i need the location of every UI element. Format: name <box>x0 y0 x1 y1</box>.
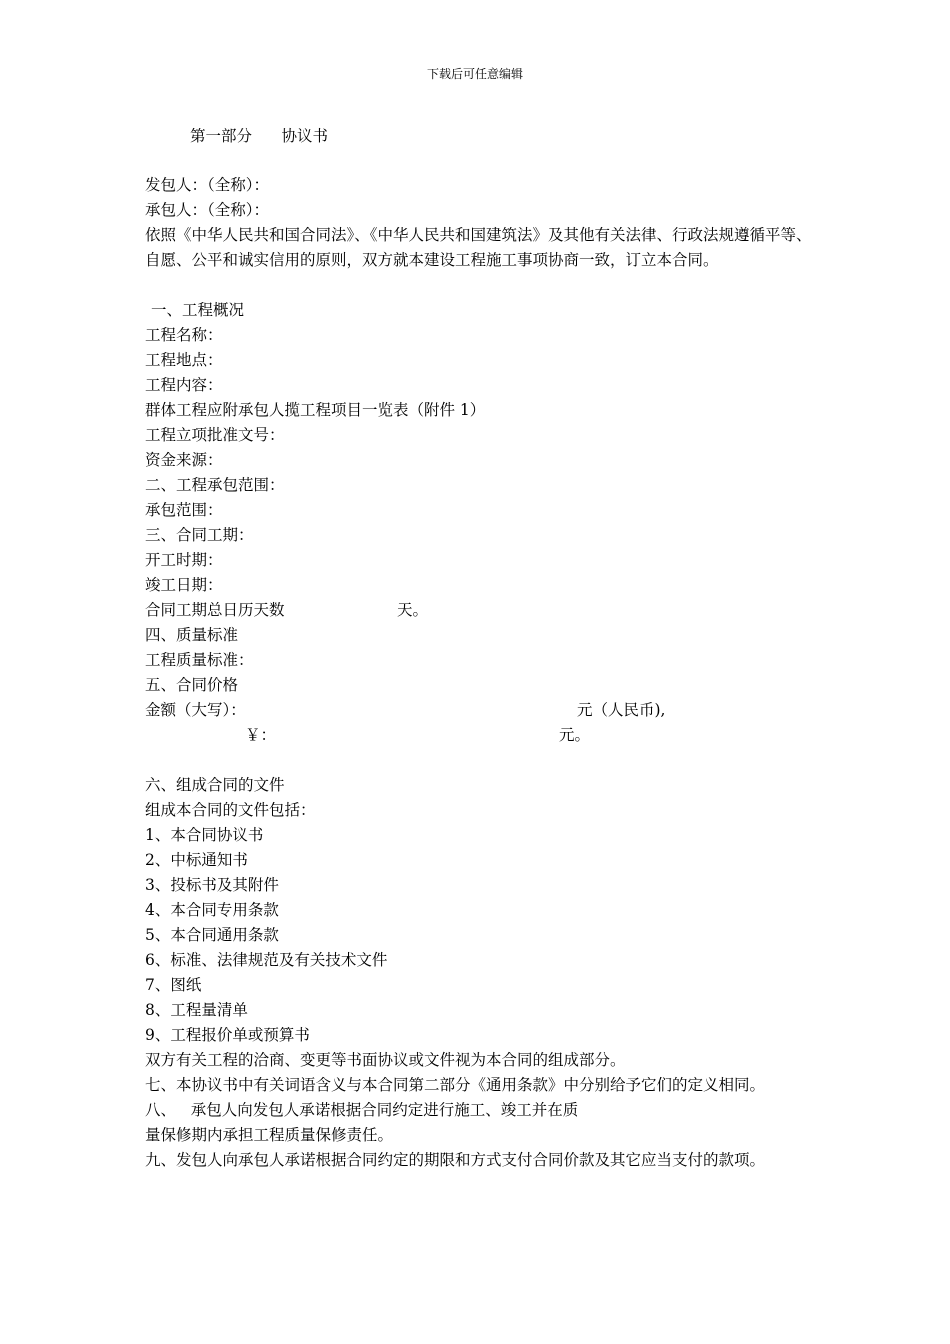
amount-words-unit: 元（人民币), <box>577 701 666 719</box>
total-days-unit: 天。 <box>397 601 429 619</box>
contractor-line: 承包人：（全称）： <box>145 201 270 219</box>
spacer <box>145 273 815 298</box>
document-body <box>145 173 815 1173</box>
document-list-item: 8、工程量清单 <box>145 1001 248 1019</box>
section-9: 九、发包人向承包人承诺根据合同约定的期限和方式支付合同价款及其它应当支付的款项。 <box>145 1151 766 1169</box>
document-list-item: 7、图纸 <box>145 976 202 994</box>
document-list-item: 1、本合同协议书 <box>145 826 264 844</box>
section-4-heading: 四、质量标准 <box>145 626 239 644</box>
amount-figure-label: ￥： <box>245 726 277 744</box>
completion-date-field: 竣工日期： <box>145 576 223 594</box>
quality-standard-field: 工程质量标准： <box>145 651 254 669</box>
project-name-field: 工程名称： <box>145 326 223 344</box>
amount-figure-line <box>145 723 815 748</box>
amount-words-line <box>145 698 815 723</box>
total-days-label: 合同工期总日历天数 <box>145 601 285 619</box>
project-location-field: 工程地点： <box>145 351 223 369</box>
section-1-heading: 一、工程概况 <box>151 301 245 319</box>
document-list-item: 6、标准、法律规范及有关技术文件 <box>145 951 388 969</box>
document-list-item: 9、工程报价单或预算书 <box>145 1026 310 1044</box>
section-2-heading: 二、工程承包范围： <box>145 476 285 494</box>
document-list-item: 2、中标通知书 <box>145 851 248 869</box>
document-list-item: 4、本合同专用条款 <box>145 901 279 919</box>
section-6-lead: 组成本合同的文件包括： <box>145 801 316 819</box>
spacer <box>145 748 815 773</box>
amount-figure-unit: 元。 <box>559 726 591 744</box>
intro-paragraph: 依照《中华人民共和国合同法》、《中华人民共和国建筑法》及其他有关法律、行政法规遵循平等、自愿、公平和诚实信用的原则，双方就本建设工程施工事项协商一致，订立本合同。 <box>145 226 812 269</box>
project-content-field: 工程内容： <box>145 376 223 394</box>
section-6-closing: 双方有关工程的洽商、变更等书面协议或文件视为本合同的组成部分。 <box>145 1051 626 1069</box>
document-list-item: 5、本合同通用条款 <box>145 926 279 944</box>
section-8-line-1: 八、 承包人向发包人承诺根据合同约定进行施工、竣工并在质 <box>145 1101 579 1119</box>
section-5-heading: 五、合同价格 <box>145 676 239 694</box>
start-date-field: 开工时期： <box>145 551 223 569</box>
group-project-note: 群体工程应附承包人揽工程项目一览表（附件 1） <box>145 401 486 419</box>
amount-words-label: 金额（大写）： <box>145 701 246 719</box>
section-7: 七、本协议书中有关词语含义与本合同第二部分《通用条款》中分别给予它们的定义相同。 <box>145 1076 766 1094</box>
contract-scope-field: 承包范围： <box>145 501 223 519</box>
page-header-note: 下载后可任意编辑 <box>426 67 523 81</box>
section-8-line-2: 量保修期内承担工程质量保修责任。 <box>145 1126 394 1144</box>
section-6-heading: 六、组成合同的文件 <box>145 776 285 794</box>
funding-source-field: 资金来源： <box>145 451 223 469</box>
approval-number-field: 工程立项批准文号： <box>145 426 285 444</box>
employer-line: 发包人：（全称）： <box>145 176 270 194</box>
document-list-item: 3、投标书及其附件 <box>145 876 279 894</box>
document-title: 第一部分 协议书 <box>190 127 329 145</box>
section-3-heading: 三、合同工期： <box>145 526 254 544</box>
total-days-line <box>145 598 815 623</box>
